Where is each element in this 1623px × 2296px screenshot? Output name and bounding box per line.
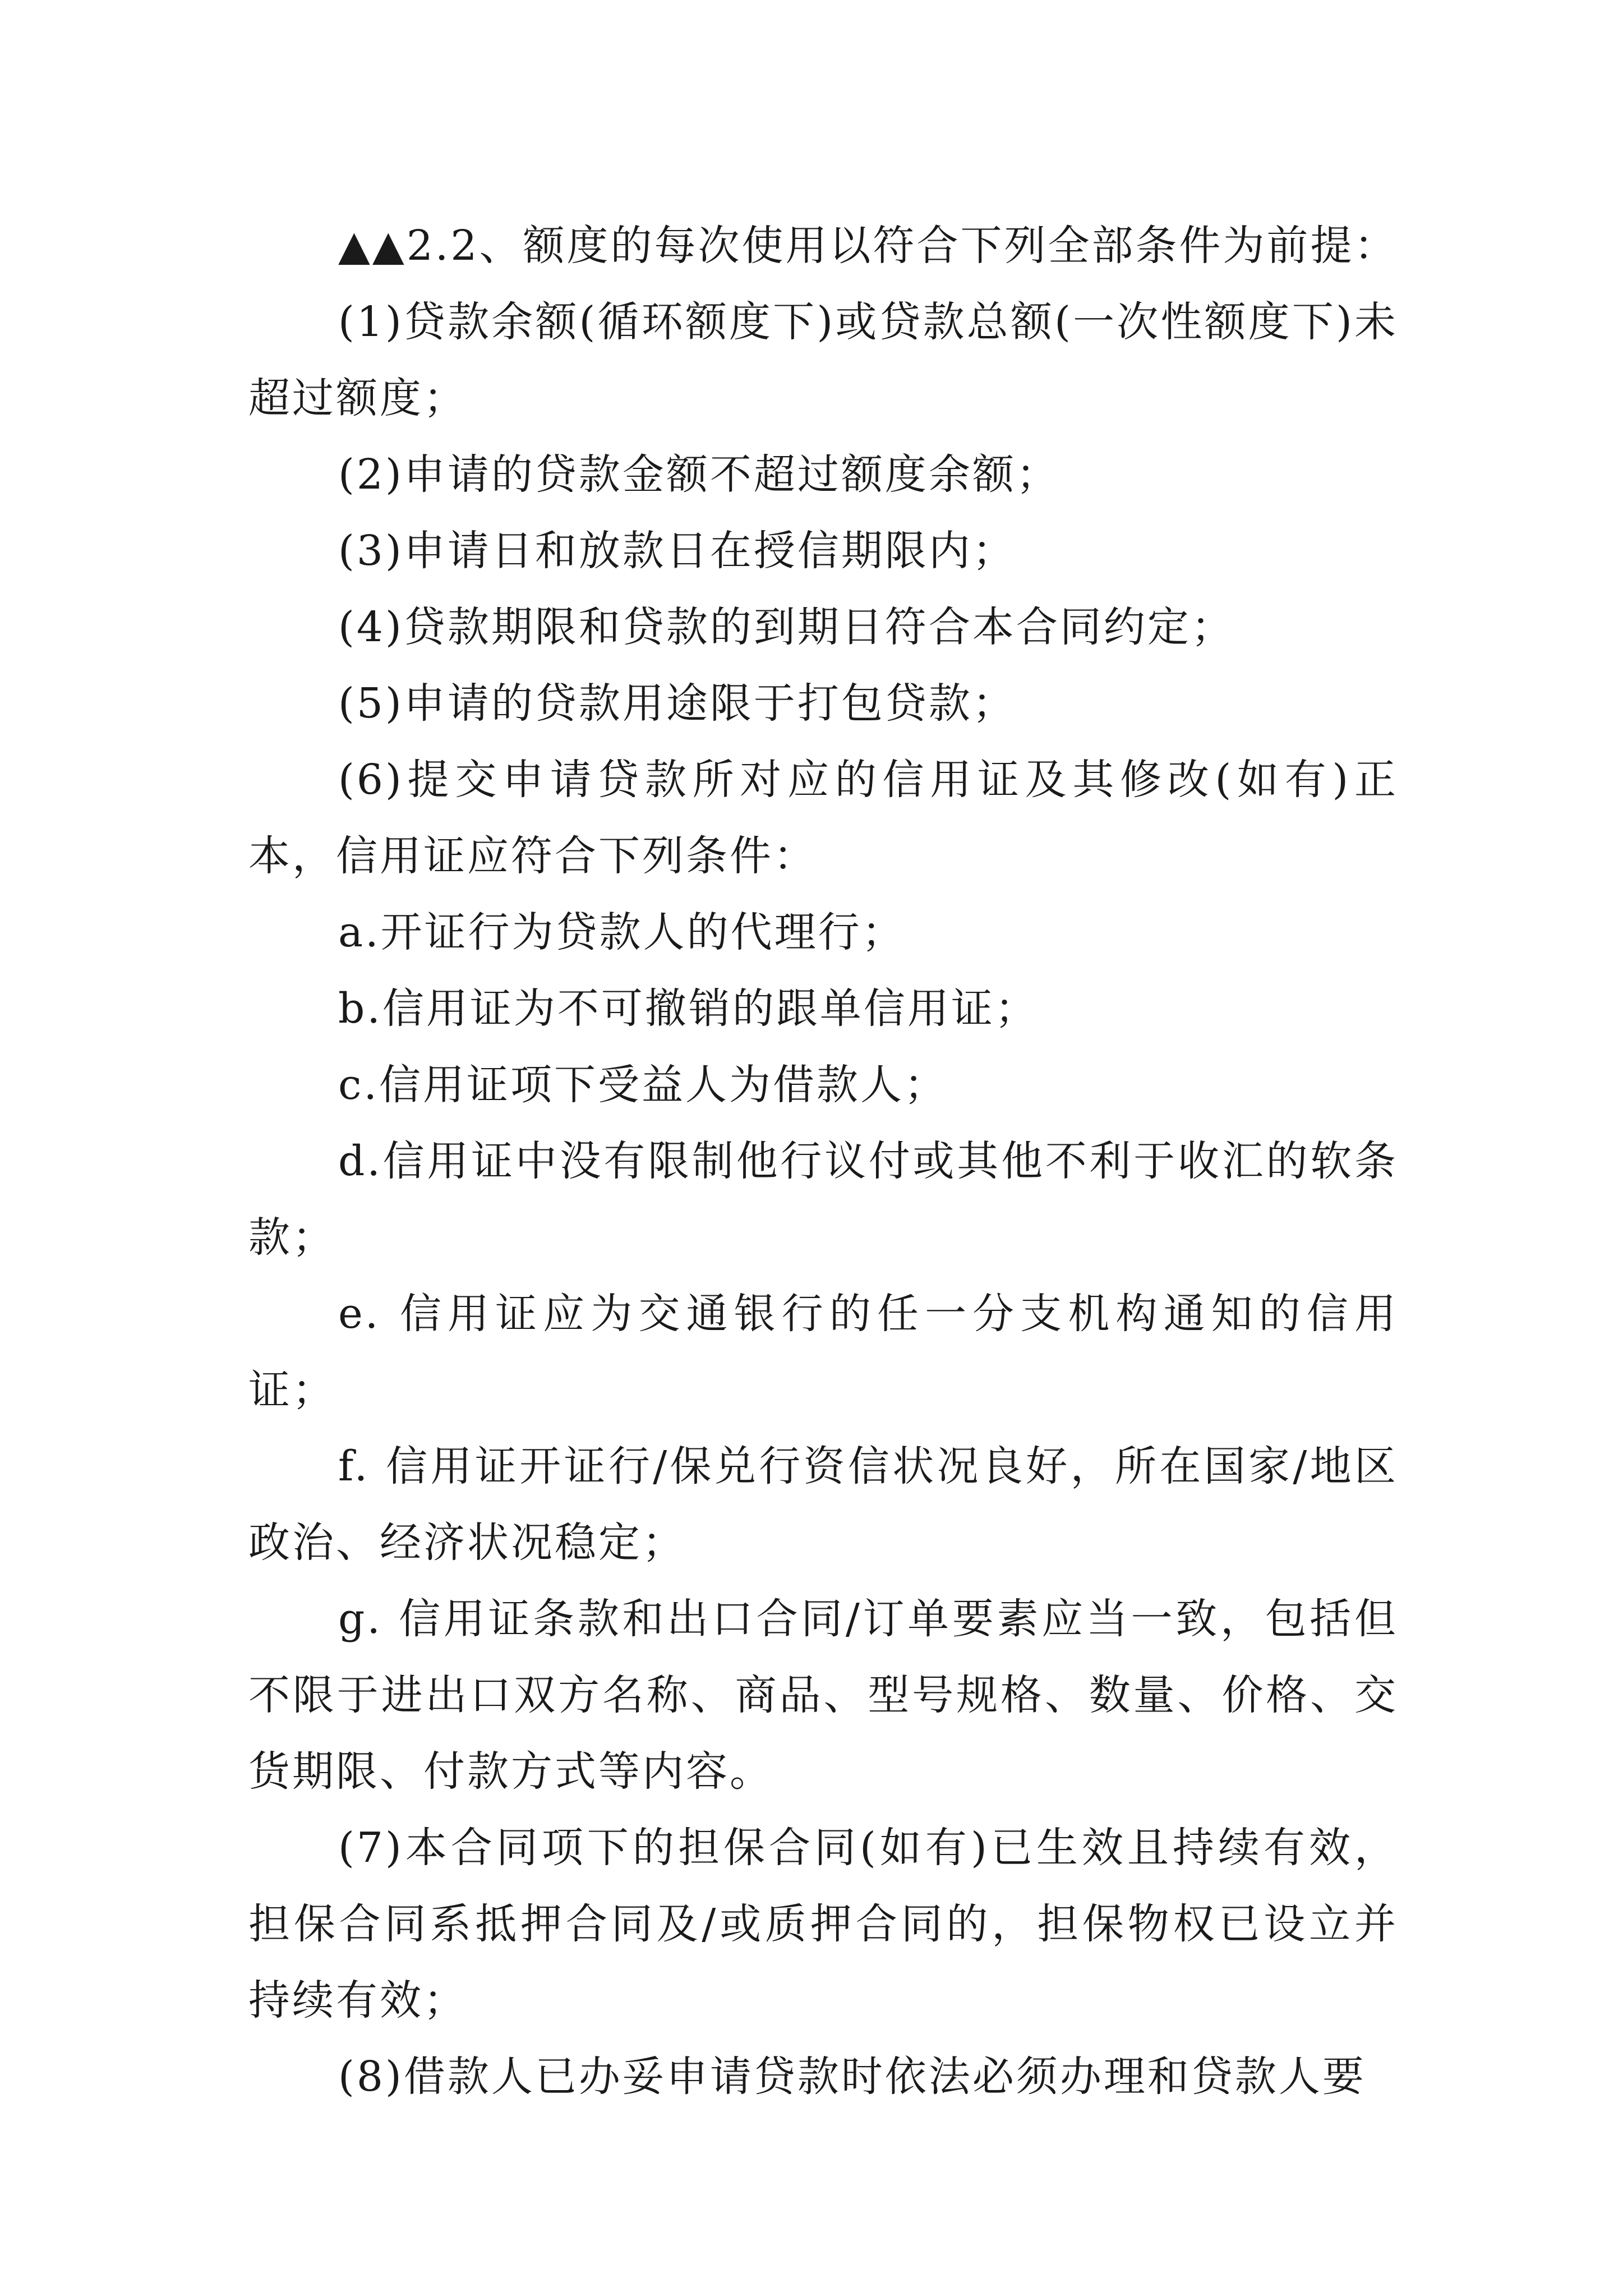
- clause-heading: ▲▲2.2、额度的每次使用以符合下列全部条件为前提：: [338, 222, 1398, 270]
- sub-condition-c: c.信用证项下受益人为借款人；: [338, 1061, 948, 1109]
- sub-condition-b: b.信用证为不可撤销的跟单信用证；: [338, 984, 1039, 1033]
- condition-7: (7)本合同项下的担保合同(如有)已生效且持续有效，担保合同系抵押合同及/或质押合同的，担保物权已设立并持续有效；: [248, 1824, 1398, 2024]
- condition-2: (2)申请的贷款金额不超过额度余额；: [338, 450, 1060, 499]
- document-body: [248, 208, 1398, 2115]
- condition-1: (1)贷款余额(循环额度下)或贷款总额(一次性额度下)未超过额度；: [248, 298, 1398, 422]
- condition-5: (5)申请的贷款用途限于打包贷款；: [338, 679, 1016, 728]
- condition-3: (3)申请日和放款日在授信期限内；: [338, 527, 1016, 575]
- condition-8: (8)借款人已办妥申请贷款时依法必须办理和贷款人要: [338, 2053, 1366, 2101]
- sub-condition-d: d.信用证中没有限制他行议付或其他不利于收汇的软条款；: [248, 1137, 1398, 1262]
- condition-4: (4)贷款期限和贷款的到期日符合本合同约定；: [338, 603, 1235, 651]
- sub-condition-e: e. 信用证应为交通银行的任一分支机构通知的信用证；: [248, 1290, 1398, 1414]
- sub-condition-g: g. 信用证条款和出口合同/订单要素应当一致，包括但不限于进出口双方名称、商品、型号规格、数量、价格、交货期限、付款方式等内容。: [248, 1595, 1398, 1796]
- sub-condition-f: f. 信用证开证行/保兑行资信状况良好，所在国家/地区政治、经济状况稳定；: [248, 1442, 1398, 1567]
- sub-condition-a: a.开证行为贷款人的代理行；: [338, 908, 906, 956]
- condition-6: (6)提交申请贷款所对应的信用证及其修改(如有)正本，信用证应符合下列条件：: [248, 756, 1398, 880]
